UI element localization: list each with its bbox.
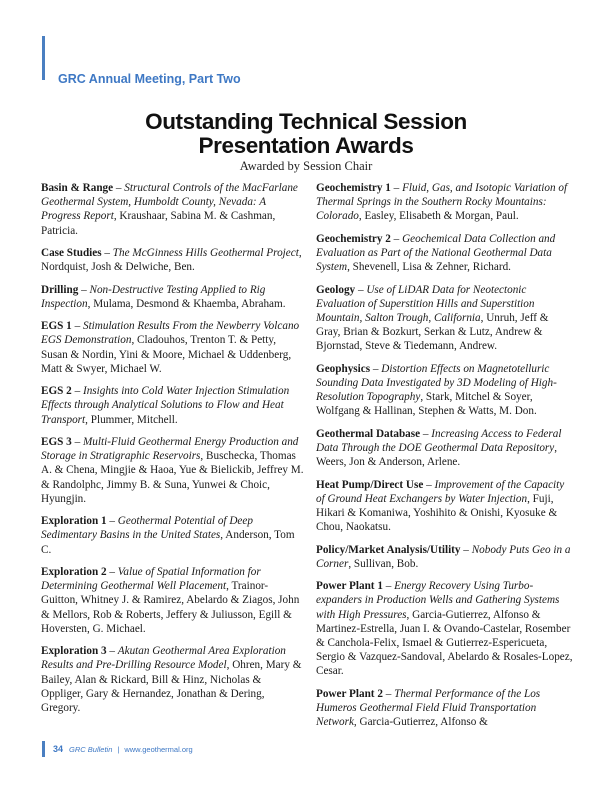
award-category: Drilling (41, 283, 79, 296)
award-category: EGS 3 (41, 435, 72, 448)
subtitle: Awarded by Session Chair (239, 159, 373, 173)
page-title (0, 110, 612, 158)
footer-accent-bar (42, 741, 45, 757)
award-category: Basin & Range (41, 182, 114, 194)
award-category: Geochemistry 2 (316, 232, 391, 245)
award-entry: Heat Pump/Direct Use – Improvement of the Capacity of Ground Heat Exchangers by Water Injection, Fuji, Hikari & Komaniwa, Yoshihito & Onishi, Kyosuke & Chou, Naokatsu. (316, 478, 565, 534)
left-column (41, 181, 305, 723)
right-column (316, 181, 574, 738)
paper-authors: Nordquist, Josh & Delwiche, Ben. (41, 261, 195, 274)
award-entry: EGS 1 – Stimulation Results From the Newberry Volcano EGS Demonstration, Cladouhos, Trenton T. & Petty, Susan & Nordin, Yini & Moore, Michael & Uddenberg, Matt & Swyer, Michael W. (41, 320, 300, 375)
award-category: Geology (316, 283, 356, 296)
accent-bar (42, 36, 45, 80)
award-entry: Basin & Range – Structural Controls of the MacFarlane Geothermal System, Humboldt County, Nevada: A Progress Report, Kraushaar, Sabina M. & Cashman, Patricia. (41, 182, 298, 237)
paper-title: Fluid, Gas, and Isotopic Variation of Thermal Springs in the Southern Rocky Mountains: Colorado (316, 182, 568, 223)
award-entry: Exploration 1 – Geothermal Potential of Deep Sedimentary Basins in the United States, Anderson, Tom C. (41, 515, 295, 556)
award-category: EGS 2 (41, 385, 72, 398)
website-link[interactable]: www.geothermal.org (124, 744, 193, 754)
paper-authors: Easley, Elisabeth & Morgan, Paul. (364, 210, 519, 223)
paper-title: Geochemical Data Collection and Evaluation as Part of the National Geothermal Data System (316, 232, 556, 274)
page-number: 34 (53, 744, 64, 754)
award-entry: Case Studies – The McGinness Hills Geothermal Project, Nordquist, Josh & Delwiche, Ben. (41, 247, 302, 274)
paper-title: Increasing Access to Federal Data Through the DOE Geothermal Data Repository (316, 427, 562, 454)
paper-title: Distortion Effects on Magnetotelluric Sounding Data Investigated by 3D Modeling of High-Resolution Topography (316, 362, 557, 404)
section-label: GRC Annual Meeting, Part Two (58, 72, 241, 86)
award-entry: Exploration 2 – Value of Spatial Information for Determining Geothermal Well Placement, Trainor-Guitton, Whitney J. & Ramirez, Abelardo & Ziagos, John & Mellors, Rob & Roberts, Jeffery & Juliusson, Egill & Hoversten, G. Michael. (41, 565, 300, 635)
paper-authors: Mulama, Desmond & Khaemba, Abraham. (93, 297, 286, 310)
award-entry: Geophysics – Distortion Effects on Magnetotelluric Sounding Data Investigated by 3D Modeling of High-Resolution Topography, Stark, Mitchel & Soyer, Wolfgang & Hallinan, Stephen & Watts, M. Don. (316, 362, 557, 418)
paper-title: Insights into Cold Water Injection Stimulation Effects through Analytical Solutions to Flow and Heat Transport (41, 385, 290, 426)
paper-title: Use of LiDAR Data for Neotectonic Evaluation of Superstition Hills and Superstition Mountain, Salton Trough, California (316, 283, 535, 324)
paper-authors: Unruh, Jeff & Gray, Brian & Bozkurt, Serkan & Lutz, Andrew & Bjornstad, Steve & Tiedemann, Andrew. (316, 312, 549, 353)
paper-authors: Buschecka, Thomas A. & Chena, Mingjie & Haoa, Yue & Bielickib, Jeffrey M. & Randolphc, Jimmy B. & Suna, Yunwei & Choic, Hyungjin. (41, 450, 304, 505)
award-category: Geochemistry 1 (316, 182, 391, 194)
award-category: Exploration 2 (41, 565, 107, 578)
paper-title: Structural Controls of the MacFarlane Geothermal System, Humboldt County, Nevada: A Progress Report (41, 182, 298, 223)
award-entry: Geology – Use of LiDAR Data for Neotectonic Evaluation of Superstition Hills and Superstition Mountain, Salton Trough, California, Unruh, Jeff & Gray, Brian & Bozkurt, Serkan & Lutz, Andrew & Bjornstad, Steve & Tiedemann, Andrew. (316, 283, 549, 353)
award-entry: Power Plant 1 – Energy Recovery Using Turbo-expanders in Production Wells and Gathering Systems with High Pressures, Garcia-Gutierrez, Alfonso & Martinez-Estrella, Juan I. & Ovando-Castelar, Rosember & Canchola-Felix, Ismael & Gutierrez-Espericueta, Sergio & Vazquez-Sandoval, Abelardo & Rosales-Lopez, Cesar. (316, 580, 573, 678)
paper-authors: Garcia-Gutierrez, Alfonso & (359, 716, 488, 729)
paper-title: Geothermal Potential of Deep Sedimentary Basins in the United States (41, 515, 253, 542)
paper-authors: Trainor-Guitton, Whitney J. & Ramirez, Abelardo & Ziagos, John & Mellors, Rob & Roberts, Jeffery & Juliusson, Egill & Hoversten, G. Michael. (41, 580, 300, 635)
award-entry: Drilling – Non-Destructive Testing Applied to Rig Inspection, Mulama, Desmond & Khaemba, Abraham. (41, 283, 286, 310)
paper-title: Multi-Fluid Geothermal Energy Production and Storage in Stratigraphic Reservoirs (41, 435, 299, 463)
paper-authors: Fuji, Hikari & Komaniwa, Yoshihito & Onishi, Kyosuke & Chou, Naokatsu. (316, 492, 558, 534)
award-entry: Geothermal Database – Increasing Access to Federal Data Through the DOE Geothermal Data Repository, Weers, Jon & Anderson, Arlene. (316, 427, 562, 469)
award-category: Power Plant 2 (316, 687, 383, 700)
paper-authors: Sullivan, Bob. (353, 557, 419, 570)
title-line: Outstanding Technical Session (145, 109, 467, 134)
paper-title: Akutan Geothermal Area Exploration Results and Pre-Drilling Resource Model (41, 645, 286, 672)
title-line: Presentation Awards (198, 133, 414, 158)
award-category: Exploration 1 (41, 515, 107, 528)
award-entry: Exploration 3 – Akutan Geothermal Area Exploration Results and Pre-Drilling Resource Model, Ohren, Mary & Bailey, Alan & Rickard, Bill & Hinz, Nicholas & Oppliger, Gary & Hernandez, Jonathan & Dering, Gregory. (41, 645, 302, 714)
paper-title: The McGinness Hills Geothermal Project (112, 247, 299, 259)
paper-title: Improvement of the Capacity of Ground Heat Exchangers by Water Injection (316, 478, 565, 505)
award-category: Exploration 3 (41, 645, 107, 658)
award-category: Power Plant 1 (316, 580, 383, 593)
paper-title: Nobody Puts Geo in a Corner (316, 543, 571, 570)
paper-title: Thermal Performance of the Los Humeros Geothermal Field Fluid Transportation Network (316, 687, 541, 729)
award-entry: Geochemistry 2 – Geochemical Data Collection and Evaluation as Part of the National Geothermal Data System, Shevenell, Lisa & Zehner, Richard. (316, 232, 556, 274)
paper-authors: Anderson, Tom C. (41, 529, 295, 556)
paper-authors: Stark, Mitchel & Soyer, Wolfgang & Hallinan, Stephen & Watts, M. Don. (316, 391, 537, 418)
award-entry: EGS 2 – Insights into Cold Water Injection Stimulation Effects through Analytical Solutions to Flow and Heat Transport, Plummer, Mitchell. (41, 385, 290, 426)
page-footer (42, 742, 193, 756)
publication-name: GRC Bulletin (69, 744, 113, 754)
award-entry: EGS 3 – Multi-Fluid Geothermal Energy Production and Storage in Stratigraphic Reservoirs, Buschecka, Thomas A. & Chena, Mingjie & Haoa, Yue & Bielickib, Jeffrey M. & Randolphc, Jimmy B. & Suna, Yunwei & Choic, Hyungjin. (41, 435, 304, 505)
paper-title: Value of Spatial Information for Determining Geothermal Well Placement (41, 565, 261, 593)
award-category: Policy/Market Analysis/Utility (316, 543, 461, 556)
award-category: EGS 1 (41, 320, 72, 333)
paper-authors: Plummer, Mitchell. (90, 413, 178, 426)
award-category: Geothermal Database (316, 427, 421, 440)
award-entry: Power Plant 2 – Thermal Performance of the Los Humeros Geothermal Field Fluid Transportation Network, Garcia-Gutierrez, Alfonso & (316, 687, 541, 729)
paper-authors: Garcia-Gutierrez, Alfonso & Martinez-Estrella, Juan I. & Ovando-Castelar, Rosember & Canchola-Felix, Ismael & Gutierrez-Espericueta, Sergio & Vazquez-Sandoval, Abelardo & Rosales-Lopez, Cesar. (316, 608, 573, 678)
paper-authors: Ohren, Mary & Bailey, Alan & Rickard, Bill & Hinz, Nicholas & Oppliger, Gary & Hernandez, Jonathan & Dering, Gregory. (41, 659, 302, 714)
paper-title: Non-Destructive Testing Applied to Rig Inspection (41, 283, 266, 310)
award-category: Case Studies (41, 247, 102, 259)
paper-authors: Shevenell, Lisa & Zehner, Richard. (352, 261, 511, 274)
paper-title: Stimulation Results From the Newberry Volcano EGS Demonstration (41, 320, 300, 347)
paper-title: Energy Recovery Using Turbo-expanders in Production Wells and Gathering Systems with High Pressures (316, 580, 560, 621)
footer-separator: | (117, 744, 120, 754)
paper-authors: Weers, Jon & Anderson, Arlene. (316, 456, 461, 469)
paper-authors: Kraushaar, Sabina M. & Cashman, Patricia. (41, 210, 276, 237)
award-entry: Policy/Market Analysis/Utility – Nobody Puts Geo in a Corner, Sullivan, Bob. (316, 543, 571, 570)
award-category: Geophysics (316, 362, 371, 375)
award-entry: Geochemistry 1 – Fluid, Gas, and Isotopic Variation of Thermal Springs in the Southern Rocky Mountains: Colorado, Easley, Elisabeth & Morgan, Paul. (316, 182, 568, 223)
paper-authors: Cladouhos, Trenton T. & Petty, Susan & Nordin, Yini & Moore, Michael & Uddenberg, Matt & Swyer, Michael W. (41, 334, 292, 375)
award-category: Heat Pump/Direct Use (316, 478, 424, 491)
